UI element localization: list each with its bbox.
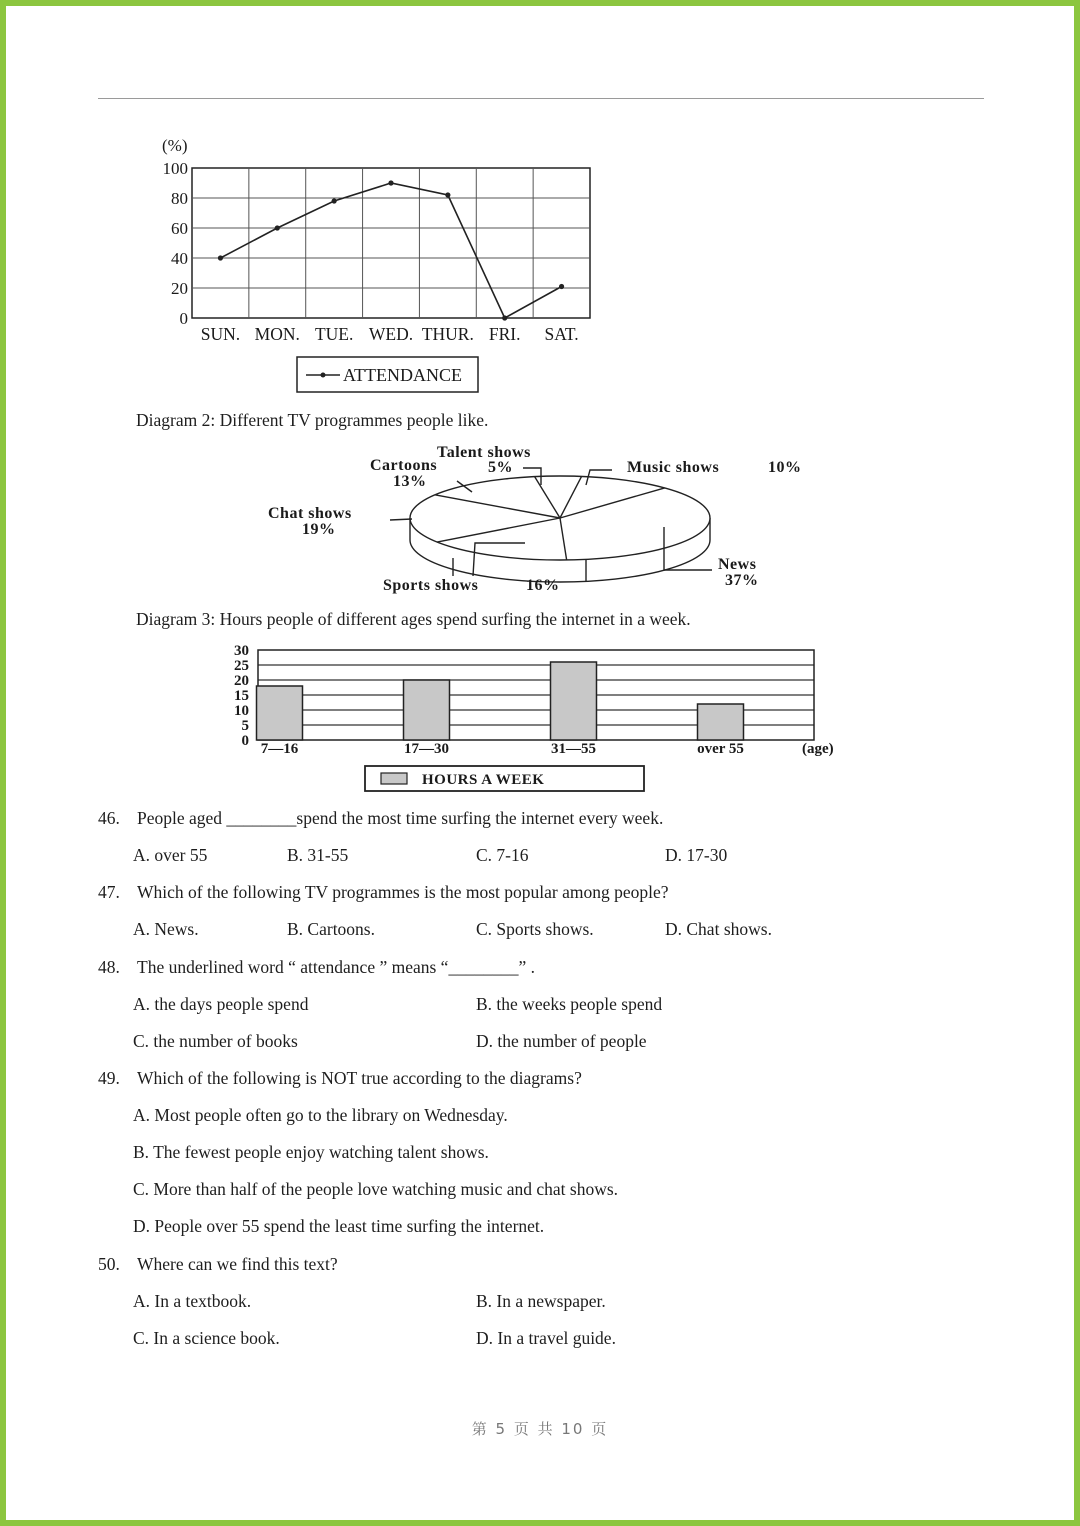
y-tick-label: 60 [171, 219, 188, 238]
answer-option: A. News. [133, 919, 199, 939]
attendance-line-chart [140, 130, 620, 400]
pie-label-music-shows: Music shows [627, 459, 720, 476]
internet-hours-bar-chart [210, 640, 870, 800]
question-number: 49. [98, 1068, 120, 1088]
y-tick-label: 15 [234, 688, 249, 704]
x-tick-label: over 55 [697, 741, 744, 757]
question-stem: The underlined word “ attendance ” means “________” . [137, 957, 535, 977]
pie-value-talent-shows: 5% [488, 459, 513, 476]
pie-value-news: 37% [725, 572, 759, 589]
question-number: 47. [98, 882, 120, 902]
y-tick-label: 20 [234, 673, 249, 689]
pie-value-sports-shows: 16% [526, 577, 560, 594]
answer-option: C. 7-16 [476, 845, 529, 865]
x-tick-label: 7—16 [260, 741, 299, 757]
answer-option: D. People over 55 spend the least time surfing the internet. [133, 1216, 545, 1236]
answer-option: C. More than half of the people love watching music and chat shows. [133, 1179, 619, 1199]
answer-option: C. Sports shows. [476, 919, 594, 939]
x-tick-label: TUE. [314, 324, 354, 344]
pie-label-cartoons: Cartoons [370, 457, 438, 474]
pie-value-chat-shows: 19% [302, 521, 336, 538]
y-tick-label: 10 [234, 703, 249, 719]
y-tick-label: 80 [171, 189, 188, 208]
pie-value-cartoons: 13% [393, 473, 427, 490]
question-number: 48. [98, 957, 120, 977]
question-number: 50. [98, 1254, 120, 1274]
pie-label-news: News [718, 556, 757, 573]
data-point [218, 255, 223, 260]
y-tick-label: 0 [241, 733, 249, 749]
data-point [445, 192, 450, 197]
data-point [275, 225, 280, 230]
y-tick-label: 20 [171, 279, 188, 298]
answer-option: C. the number of books [133, 1031, 298, 1051]
question-stem: Where can we find this text? [137, 1254, 338, 1274]
answer-option: D. the number of people [476, 1031, 647, 1051]
data-point [332, 198, 337, 203]
answer-option: B. The fewest people enjoy watching talent shows. [133, 1142, 489, 1162]
answer-option: A. over 55 [133, 845, 208, 865]
bar [257, 686, 303, 740]
y-tick-label: 5 [241, 718, 249, 734]
x-tick-label: WED. [368, 324, 414, 344]
x-tick-label: MON. [254, 324, 300, 344]
answer-option: C. In a science book. [133, 1328, 280, 1348]
question-stem: Which of the following TV programmes is the most popular among people? [137, 882, 669, 902]
legend-swatch [381, 773, 407, 784]
header-rule [98, 98, 984, 99]
y-tick-label: 100 [162, 159, 188, 178]
tv-programmes-pie-chart [260, 440, 830, 600]
plot-frame [192, 168, 590, 318]
data-point [388, 180, 393, 185]
question-stem: Which of the following is NOT true according to the diagrams? [137, 1068, 582, 1088]
pie-label-sports-shows: Sports shows [383, 577, 479, 594]
answer-option: B. the weeks people spend [476, 994, 663, 1014]
y-tick-label: 0 [179, 309, 188, 328]
data-point [502, 315, 507, 320]
diagram-2-caption: Diagram 2: Different TV programmes people like. [136, 410, 489, 430]
page-footer: 第 5 页 共 10 页 [471, 1420, 609, 1438]
x-tick-label: THUR. [421, 324, 474, 344]
attendance-line [220, 183, 561, 318]
x-tick-label: SAT. [544, 324, 579, 344]
legend-label: ATTENDANCE [343, 365, 462, 385]
pie-label-chat-shows: Chat shows [268, 505, 352, 522]
answer-option: A. Most people often go to the library on Wednesday. [133, 1105, 508, 1125]
bar [698, 704, 744, 740]
question-number: 46. [98, 808, 120, 828]
y-tick-label: 40 [171, 249, 188, 268]
y-tick-label: 25 [234, 658, 249, 674]
answer-option: A. the days people spend [133, 994, 309, 1014]
pie-value-music-shows: 10% [768, 459, 802, 476]
question-stem: People aged ________spend the most time surfing the internet every week. [137, 808, 664, 828]
bar [404, 680, 450, 740]
answer-option: B. 31-55 [287, 845, 349, 865]
y-tick-label: 30 [234, 643, 249, 659]
diagram-3-caption: Diagram 3: Hours people of different ages spend surfing the internet in a week. [136, 609, 691, 629]
answer-option: D. 17-30 [665, 845, 728, 865]
answer-option: B. Cartoons. [287, 919, 375, 939]
x-tick-label: FRI. [488, 324, 521, 344]
y-unit-label: (%) [162, 136, 188, 155]
answer-option: B. In a newspaper. [476, 1291, 606, 1311]
bar [551, 662, 597, 740]
answer-option: D. In a travel guide. [476, 1328, 616, 1348]
x-tick-label: SUN. [200, 324, 241, 344]
answer-option: A. In a textbook. [133, 1291, 252, 1311]
legend-label: HOURS A WEEK [422, 772, 545, 788]
x-tick-label: 17—30 [404, 741, 449, 757]
pie-label-talent-shows: Talent shows [437, 444, 531, 461]
x-tick-label: 31—55 [551, 741, 596, 757]
answer-option: D. Chat shows. [665, 919, 772, 939]
x-unit-label: (age) [802, 741, 834, 757]
data-point [559, 284, 564, 289]
